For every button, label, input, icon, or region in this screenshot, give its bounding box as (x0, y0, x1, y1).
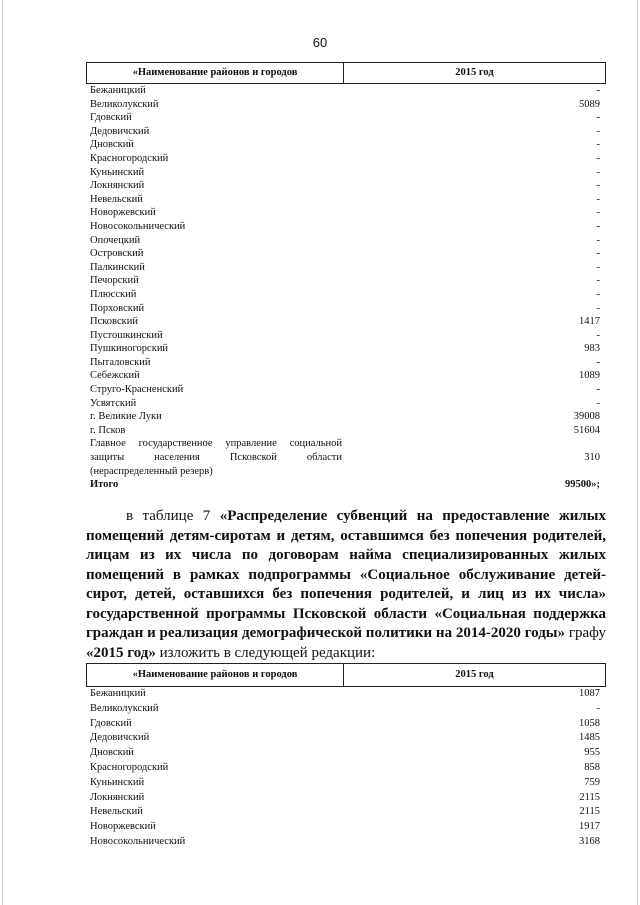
row-value: - (596, 152, 600, 164)
row-name: Опочецкий (90, 234, 141, 246)
row-name: Гдовский (90, 112, 132, 124)
scan-edge-left (2, 0, 3, 905)
row-name: Пустошкинский (90, 329, 163, 341)
row-name: Красногородский (90, 761, 169, 773)
table-row (86, 84, 606, 98)
page-number: 60 (312, 35, 328, 50)
scan-edge-right (637, 0, 638, 905)
table-row (86, 179, 606, 193)
row-value: - (596, 397, 600, 409)
table-row (86, 111, 606, 125)
row-name: Струго-Красненский (90, 384, 184, 396)
row-value: - (596, 384, 600, 396)
row-value: 955 (584, 747, 600, 759)
table-row (86, 152, 606, 166)
row-name: Порховский (90, 302, 145, 314)
table-row (86, 687, 606, 702)
row-name: Куньинский (90, 776, 145, 788)
table-row (86, 98, 606, 112)
table-row (86, 329, 606, 343)
table-1-total-row (86, 478, 606, 492)
table-row (86, 166, 606, 180)
table-2-header (86, 663, 606, 687)
table-row (86, 206, 606, 220)
row-value: - (596, 248, 600, 260)
total-label: Итого (90, 479, 119, 491)
row-name: Пушкиногорский (90, 343, 169, 355)
row-name: Новоржевский (90, 821, 156, 833)
table-row (86, 820, 606, 835)
row-name: Островский (90, 248, 144, 260)
row-value: 2115 (579, 791, 600, 803)
table-row (86, 835, 606, 850)
row-name: Пыталовский (90, 356, 151, 368)
table-row (86, 356, 606, 370)
row-name: Бежаницкий (90, 688, 146, 699)
row-name: Красногородский (90, 152, 169, 164)
row-value: - (596, 112, 600, 124)
row-name: Великолукский (90, 98, 159, 110)
table-row (86, 410, 606, 424)
row-name: Куньинский (90, 166, 145, 178)
table-row (86, 315, 606, 329)
table-row (86, 702, 606, 717)
table-row (86, 342, 606, 356)
row-value: 51604 (573, 424, 600, 436)
paragraph-indent (86, 508, 126, 524)
row-name: Новосокольнический (90, 220, 186, 232)
table-1-header (86, 62, 606, 84)
row-value: 858 (584, 761, 600, 773)
table-row (86, 761, 606, 776)
table-row (86, 746, 606, 761)
row-value: - (596, 275, 600, 287)
row-value: - (596, 329, 600, 341)
row-value: 39008 (573, 411, 600, 423)
row-value: - (596, 207, 600, 219)
table-row (86, 791, 606, 806)
table-row (86, 274, 606, 288)
row-name: Плюсский (90, 288, 137, 300)
table-2-col-year-header: 2015 год (455, 669, 494, 680)
table-1-col-name-header: «Наименование районов и городов (87, 63, 344, 83)
row-value: 1917 (579, 821, 600, 833)
table-1-body (86, 84, 606, 437)
row-value: 1089 (579, 370, 600, 382)
table-row (86, 424, 606, 438)
paragraph-column-name: «2015 год» (86, 644, 156, 661)
table-2-body (86, 687, 606, 850)
table-row (86, 261, 606, 275)
table-row (86, 397, 606, 411)
paragraph-lead: в таблице 7 (126, 508, 220, 524)
row-name: Усвятский (90, 397, 137, 409)
row-name: Невельский (90, 806, 143, 818)
row-name: Невельский (90, 193, 143, 205)
row-value: - (596, 288, 600, 300)
amendment-paragraph (86, 507, 606, 663)
table-1-reserve-row (86, 437, 606, 478)
table-row (86, 302, 606, 316)
table-row (86, 731, 606, 746)
row-name: г. Псков (90, 424, 126, 436)
paragraph-table-title: «Распределение субвенций на предоставление жилых помещений детям-сиротам и детям, оставшимся без попечения родителей, лицам из их числа по договорам найма специализированных жилых помещений в рамках подпрограммы «Социальное обслуживание детей-сирот, детей, оставшихся без попечения родителей, и лиц из их числа» государственной программы Псковской области «Социальная поддержка граждан и реализация демографической политики на 2014-2020 годы» (86, 508, 606, 641)
row-name: Себежский (90, 370, 140, 382)
row-value: - (596, 180, 600, 192)
row-name: Великолукский (90, 702, 159, 714)
reserve-value: 310 (584, 452, 600, 464)
row-name: Локнянский (90, 791, 145, 803)
row-value: - (596, 302, 600, 314)
table-row (86, 193, 606, 207)
row-name: Псковский (90, 316, 138, 328)
row-value: - (596, 220, 600, 232)
table-2 (86, 663, 606, 850)
row-value: 2115 (579, 806, 600, 818)
reserve-name: Главное государственное управление социальной защиты населения Псковской области (нераспределенный резерв) (90, 438, 342, 477)
row-value: 983 (584, 343, 600, 355)
row-name: Дедовичский (90, 125, 150, 137)
table-row (86, 369, 606, 383)
row-value: - (596, 85, 600, 96)
row-name: Гдовский (90, 717, 132, 729)
row-value: 1087 (579, 688, 600, 699)
row-value: - (596, 125, 600, 137)
table-row (86, 138, 606, 152)
table-row (86, 805, 606, 820)
table-row (86, 247, 606, 261)
paragraph-ending: изложить в следующей редакции: (155, 644, 376, 661)
table-1-col-year-header: 2015 год (455, 67, 494, 78)
table-row (86, 125, 606, 139)
row-value: - (596, 356, 600, 368)
row-value: - (596, 234, 600, 246)
total-value: 99500»; (565, 479, 600, 491)
row-value: - (596, 261, 600, 273)
row-name: г. Великие Луки (90, 411, 162, 423)
table-row (86, 220, 606, 234)
row-name: Дновский (90, 747, 134, 759)
row-value: - (596, 139, 600, 151)
row-value: - (596, 702, 600, 714)
row-value: 1058 (579, 717, 600, 729)
row-name: Дедовичский (90, 732, 150, 744)
row-name: Дновский (90, 139, 134, 151)
row-name: Новосокольнический (90, 835, 186, 847)
row-name: Печорский (90, 275, 139, 287)
row-value: 3168 (579, 835, 600, 847)
table-1 (86, 62, 606, 492)
row-name: Новоржевский (90, 207, 156, 219)
row-value: 1485 (579, 732, 600, 744)
table-2-col-name-header: «Наименование районов и городов (87, 664, 344, 686)
row-value: 5089 (579, 98, 600, 110)
row-value: - (596, 193, 600, 205)
table-row (86, 288, 606, 302)
table-row (86, 717, 606, 732)
row-value: 1417 (579, 316, 600, 328)
table-row (86, 234, 606, 248)
paragraph-column-word: графу (565, 625, 607, 641)
table-row (86, 776, 606, 791)
table-row (86, 383, 606, 397)
row-name: Бежаницкий (90, 85, 146, 96)
row-name: Локнянский (90, 180, 145, 192)
row-value: - (596, 166, 600, 178)
row-value: 759 (584, 776, 600, 788)
row-name: Палкинский (90, 261, 145, 273)
